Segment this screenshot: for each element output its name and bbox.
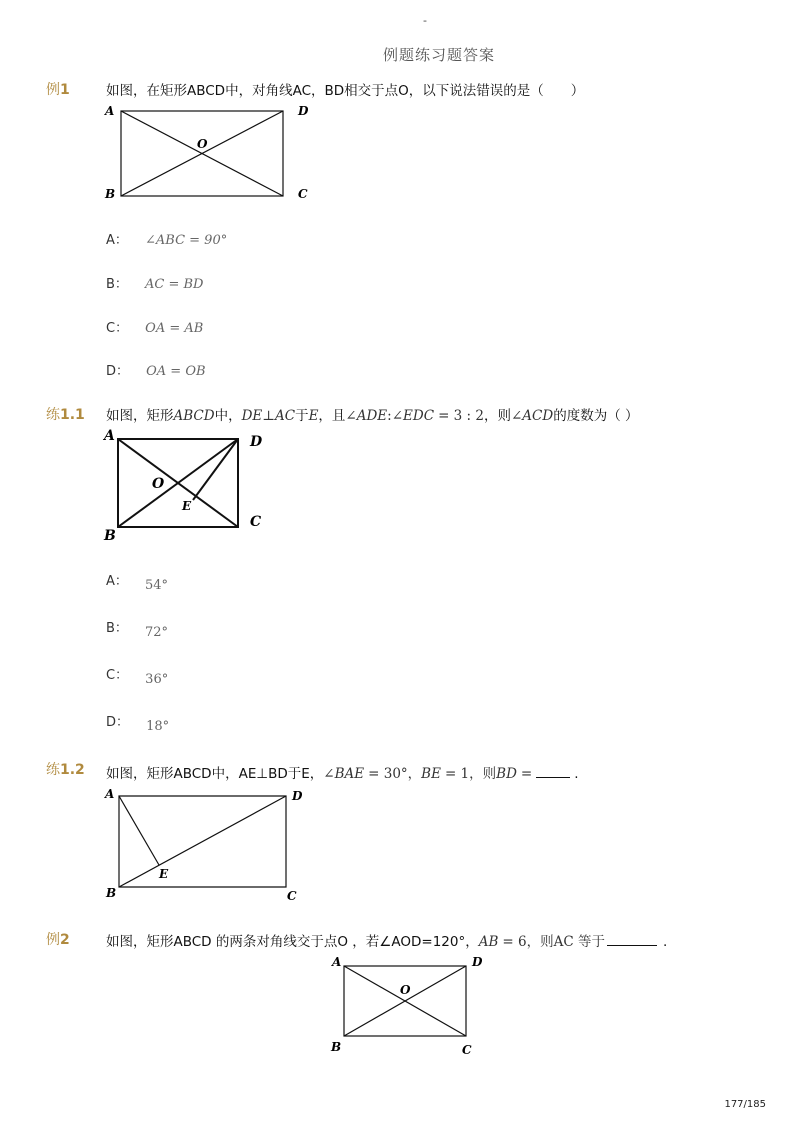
q2-point-e: E bbox=[182, 499, 192, 513]
q3-m3: BD bbox=[496, 766, 517, 782]
q3-segment-ae bbox=[119, 796, 159, 865]
q2-option-d[interactable] bbox=[106, 711, 170, 734]
q2-option-a-letter: A： bbox=[106, 574, 128, 589]
q2-m3: AC bbox=[274, 408, 296, 424]
q1-label-num: 1 bbox=[60, 82, 70, 98]
page-title: 例题练习题答案 bbox=[383, 46, 496, 64]
q2-vertex-c: C bbox=[250, 514, 262, 530]
q3-text bbox=[106, 762, 579, 782]
q4-t3: . bbox=[662, 934, 668, 950]
q1-option-d-value: OA = OB bbox=[146, 364, 206, 379]
q3-vertex-a: A bbox=[105, 787, 115, 801]
q4-figure-rectangle-diagonals bbox=[326, 952, 491, 1057]
q1-option-b[interactable] bbox=[106, 273, 203, 292]
q1-point-o: O bbox=[197, 137, 208, 151]
q1-text: 如图，在矩形ABCD中，对角线AC，BD相交于点O，以下说法错误的是（ ） bbox=[106, 83, 585, 99]
q1-option-a-letter: A： bbox=[106, 233, 128, 248]
q2-option-d-value: 18° bbox=[146, 719, 170, 734]
q3-label bbox=[46, 759, 85, 779]
q1-vertex-c: C bbox=[298, 187, 308, 201]
q1-option-c-letter: C： bbox=[106, 321, 129, 336]
q2-figure-rectangle-perpendicular bbox=[100, 426, 275, 546]
q3-t4: = bbox=[520, 766, 533, 782]
q3-m2: BE bbox=[421, 766, 441, 782]
q2-t3: ⊥ bbox=[262, 408, 275, 424]
q2-t5: ，且 bbox=[318, 408, 346, 424]
q2-option-d-letter: D： bbox=[106, 715, 130, 730]
q1-option-d[interactable] bbox=[106, 360, 206, 379]
q1-option-c-value: OA = AB bbox=[145, 321, 204, 336]
q1-label bbox=[46, 79, 70, 99]
q3-t5: . bbox=[574, 766, 579, 782]
q4-vertex-b: B bbox=[331, 1040, 342, 1054]
q3-diagonal-bd bbox=[119, 796, 286, 887]
q2-vertex-b: B bbox=[104, 528, 116, 544]
q1-option-b-letter: B： bbox=[106, 277, 128, 292]
q2-option-a[interactable] bbox=[106, 570, 169, 593]
q2-option-c[interactable] bbox=[106, 664, 169, 687]
q2-t9: 的度数为（ ） bbox=[553, 408, 639, 424]
q2-m5: ∠ADE bbox=[345, 408, 388, 424]
q4-answer-blank[interactable] bbox=[607, 933, 657, 946]
q4-label bbox=[46, 929, 70, 949]
q3-t2: = 30°， bbox=[368, 766, 422, 782]
q2-option-b-value: 72° bbox=[145, 625, 169, 640]
q3-point-e: E bbox=[159, 867, 169, 881]
q1-option-a-value: ∠ABC = 90° bbox=[145, 233, 228, 248]
q2-option-b-letter: B： bbox=[106, 621, 128, 636]
q1-vertex-d: D bbox=[298, 104, 309, 118]
q4-t1: 如图，矩形ABCD 的两条对角线交于点O ，若∠AOD=120°， bbox=[106, 934, 479, 950]
q2-label bbox=[46, 404, 85, 424]
q2-m2: DE bbox=[241, 408, 263, 424]
q2-t8: ，则 bbox=[483, 408, 511, 424]
q2-option-c-letter: C： bbox=[106, 668, 129, 683]
q1-figure-rectangle-diagonals bbox=[100, 102, 320, 204]
q2-option-c-value: 36° bbox=[145, 672, 169, 687]
q4-label-num: 2 bbox=[60, 932, 70, 948]
q2-option-a-value: 54° bbox=[145, 578, 169, 593]
q2-label-text: 练 bbox=[46, 407, 60, 423]
q1-option-b-value: AC = BD bbox=[145, 277, 204, 292]
q4-vertex-d: D bbox=[472, 955, 483, 969]
q3-t3: = 1，则 bbox=[444, 766, 497, 782]
header-dash: - bbox=[423, 14, 427, 27]
q2-t6: : bbox=[387, 408, 392, 424]
q3-label-num: 1.2 bbox=[60, 762, 85, 778]
q2-m4: E bbox=[308, 408, 319, 424]
q4-vertex-a: A bbox=[332, 955, 342, 969]
q1-option-c[interactable] bbox=[106, 317, 203, 336]
q2-m7: ∠ACD bbox=[510, 408, 554, 424]
q1-option-a[interactable] bbox=[106, 229, 227, 248]
q4-vertex-c: C bbox=[462, 1043, 472, 1057]
q3-m1: ∠BAE bbox=[323, 766, 365, 782]
q3-vertex-b: B bbox=[106, 886, 117, 900]
q4-t2: = 6，则AC 等于 bbox=[502, 934, 605, 950]
q2-option-b[interactable] bbox=[106, 617, 169, 640]
q2-t7: = 3 : 2 bbox=[438, 408, 484, 424]
q2-t1: 如图，矩形 bbox=[106, 408, 174, 424]
q1-vertex-a: A bbox=[105, 104, 115, 118]
q2-t4: 于 bbox=[295, 408, 309, 424]
q4-m1: AB bbox=[478, 934, 499, 950]
q4-label-text: 例 bbox=[46, 932, 60, 948]
q2-vertex-a: A bbox=[104, 428, 115, 444]
q2-segment-de bbox=[193, 439, 238, 500]
q3-t1: 如图，矩形ABCD中，AE⊥BD于E， bbox=[106, 766, 324, 782]
q3-vertex-d: D bbox=[292, 789, 303, 803]
q3-label-text: 练 bbox=[46, 762, 60, 778]
q3-vertex-c: C bbox=[287, 889, 297, 903]
q1-option-d-letter: D： bbox=[106, 364, 130, 379]
page-number: 177/185 bbox=[724, 1099, 766, 1110]
q3-figure-rectangle-altitude bbox=[100, 784, 310, 906]
q2-vertex-d: D bbox=[250, 434, 263, 450]
q1-vertex-b: B bbox=[105, 187, 116, 201]
q2-m1: ABCD bbox=[173, 408, 215, 424]
q2-m6: ∠EDC bbox=[391, 408, 435, 424]
q2-text bbox=[106, 404, 639, 424]
q1-label-text: 例 bbox=[46, 82, 60, 98]
q2-point-o: O bbox=[152, 476, 165, 492]
q4-text bbox=[106, 930, 667, 950]
q2-t2: 中， bbox=[214, 408, 242, 424]
q3-answer-blank[interactable] bbox=[536, 765, 570, 778]
q2-label-num: 1.1 bbox=[60, 407, 85, 423]
q4-point-o: O bbox=[400, 983, 411, 997]
